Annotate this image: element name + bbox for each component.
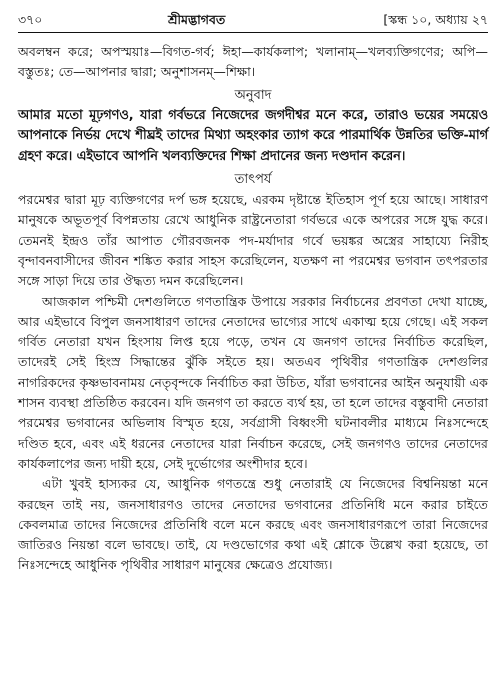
header-rule	[18, 32, 488, 33]
purport-paragraph: পরমেশ্বর দ্বারা মূঢ় ব্যক্তিগণের দর্প ভঙ্গ হয়েছে, এরকম দৃষ্টান্তে ইতিহাস পূর্ণ হয়ে আছে। সাধারণ মানুষকে অভূতপূর্ব বিপন্নতায় রেখে আধুনিক রাষ্ট্রনেতারা গর্বভরে একে অপরের সঙ্গে যুদ্ধ করে। তেমনই ইন্দ্রও তাঁর আপাত গৌরবজনক পদ-মর্যাদার গর্বে ভয়ঙ্কর অস্ত্রের সাহায্যে নিরীহ বৃন্দাবনবাসীদের জীবন শঙ্কিত করার সাহস করেছিলেন, যতক্ষণ না পরমেশ্বর ভগবান তৎপরতার সঙ্গে সাড়া দিয়ে তার ঔদ্ধত্য দমন করেছিলেন।	[18, 192, 488, 289]
purport-paragraph: এটা খুবই হাস্যকর যে, আধুনিক গণতন্ত্রে শুধু নেতারাই যে নিজেদের বিশ্বনিয়ন্তা মনে করছেন তাই নয়, জনসাধারণও তাদের নেতাদের ভগবানের প্রতিনিধি মনে করার চাইতে কেবলমাত্র তাদের নিজেদের প্রতিনিধি বলে মনে করছে এবং জনসাধারণরূপে তারা নিজেদের জাতিরও নিয়ন্তা বলে ভাবছে। তাই, যে দণ্ডভোগের কথা এই শ্লোকে উল্লেখ করা হয়েছে, তা নিঃসন্দেহে আধুনিক পৃথিবীর সাধারণ মানুষের ক্ষেত্রেও প্রযোজ্য।	[18, 476, 488, 573]
purport-paragraph: আজকাল পশ্চিমী দেশগুলিতে গণতান্ত্রিক উপায়ে সরকার নির্বাচনের প্রবণতা দেখা যাচ্ছে, আর এইভাবে বিপুল জনসাধারণ তাদের নেতাদের ভাগ্যের সাথে একাত্ম হয়ে গেছে। এই সকল গর্বিত নেতারা যখন হিংসায় লিপ্ত হয়ে পড়ে, তখন যে জনগণ তাদের নির্বাচিত করেছিল, তাদেরই সেই হিংস্র সিদ্ধান্তের ঝুঁকি সইতে হয়। অতএব পৃথিবীর গণতান্ত্রিক দেশগুলির নাগরিকদের কৃষ্ণভাবনাময় নেতৃবৃন্দকে নির্বাচিত করা উচিত, যাঁরা ভগবানের আইন অনুযায়ী এক শাসন ব্যবস্থা প্রতিষ্ঠিত করবেন। যদি জনগণ তা করতে ব্যর্থ হয়, তা হলে তাদের বস্তুবাদী নেতারা পরমেশ্বর ভগবানের অভিলাষ বিস্মৃত হয়ে, সর্বগ্রাসী বিধ্বংসী ঘটনাবলীর মাধ্যমে নিঃসন্দেহে দণ্ডিত হবে, এবং এই ধরনের নেতাদের যারা নির্বাচন করেছে, সেই জনগণও তাদের নেতাদের কার্যকলাপের জন্য দায়ী হয়ে, সেই দুর্ভোগের অংশীদার হবে।	[18, 293, 488, 471]
translation-text: আমার মতো মূঢ়গণও, যারা গর্বভরে নিজেদের জগদীশ্বর মনে করে, তারাও ভয়ের সময়েও আপনাকে নির্ভয় দেখে শীঘ্রই তাদের মিথ্যা অহংকার ত্যাগ করে পারমার্থিক উন্নতির ভক্তি-মার্গ গ্রহণ করে। এইভাবে আপনি খলব্যক্তিদের শিক্ষা প্রদানের জন্য দণ্ডদান করেন।	[18, 107, 488, 164]
chapter-location: [স্কন্ধ ১০, অধ্যায় ২৭	[383, 12, 488, 27]
purport-heading: তাৎপর্য	[234, 172, 272, 188]
book-page	[18, 8, 488, 573]
page-body	[18, 42, 488, 576]
synonyms-text: অবলম্বন করে; অপস্ময়াঃ—বিগত-গর্ব; ঈহা—কার্যকলাপ; খলানাম্—খলব্যক্তিগণের; অপি—বস্তুতঃ; তে—আপনার দ্বারা; অনুশাসনম্—শিক্ষা।	[18, 44, 488, 80]
book-title: শ্রীমদ্ভাগবত	[168, 12, 226, 27]
page-number: ৩৭০	[18, 12, 43, 27]
running-header	[18, 8, 488, 30]
translation-heading: অনুবাদ	[234, 87, 272, 103]
